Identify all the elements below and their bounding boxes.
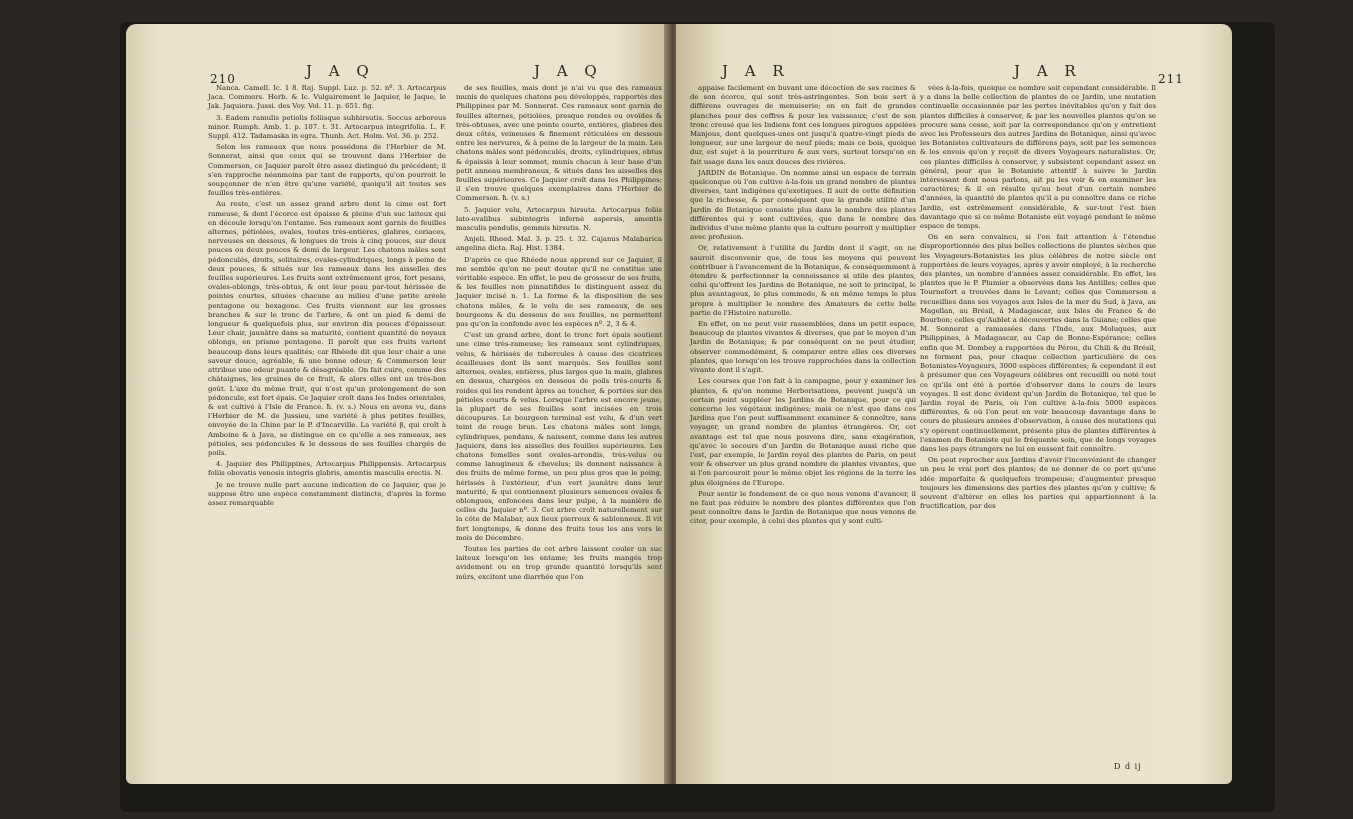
paragraph: Or, relativement à l'utilité du Jardin dont il s'agit, on ne sauroit disconvenir que, de tous les moyens qui peuvent contribuer à l'avancement de la Botanique, & conséquemment à étendre & perfectionner la connoissance si utile des plantes, celui qu'offrent les Jardins de Botanique, ne soit le principal, le plus avantageux, le plus commode, & en même temps le plus propre à multiplier le nombre des Amateurs de cette belle partie de l'Histoire naturelle. [690, 244, 916, 317]
paragraph: Les courses que l'on fait à la campagne, pour y examiner les plantes, & qu'on nomme Herborisations, peuvent jusqu'à un certain point suppléer les Jardins de Botanique, pour ce qui concerne les végétaux indigènes; mais ce n'est que dans ces Jardins que l'on peut suffisamment examiner & connoître, sans voyager, un grand nombre de plantes étrangères. Or, cet avantage est tel que nous pouvons dire, sans exagération, qu'avec le secours d'un Jardin de Botanique aussi riche que l'est, par exemple, le Jardin royal des plantes de Paris, on peut voir & observer un plus grand nombre de plantes vivantes, que si l'on parcouroit pour le même objet les régions de la terre les plus éloignées de l'Europe. [690, 377, 916, 487]
paragraph: Au reste, c'est un assez grand arbre dont la cime est fort rameuse, & dont l'écorce est épaisse & pleine d'un suc laiteux qui en découle lorsqu'on l'entame. Ses rameaux sont garnis de feuilles alternes, pétiolées, ovales, toutes très-entières, glabres, coriaces, nerveuses en dessous, & longues de trois à cinq pouces, sur deux pouces ou deux pouces & demi de largeur. Les chatons mâles sont pédonculés, droits, solitaires, ovales-cylindriques, longs à peine de deux pouces, & situés sur les rameaux dans les aisselles des feuilles supérieures. Les fruits sont extrêmement gros, fort pesans, ovales-oblongs, très-obtus, & ont leur peau par-tout hérissée de pointes courtes, situées chacune au milieu d'une petite aréole pentagone ou hexagone. Ces fruits viennent sur les grosses branches & sur le tronc de l'arbre, & ont un pied & demi de longueur & quelquefois plus, sur environ dix pouces d'épaisseur. Leur chair, jaunâtre dans sa maturité, contient quantité de noyaux oblongs, en prisme pentagone. Il paroît que ces fruits varient beaucoup dans leurs qualités; car Rhéede dit que leur chair a une saveur douce, agréable, & une bonne odeur; & Commerson leur attribue une odeur puante & désagréable. On fait cuire, comme des châtaignes, les graines de ce fruit, & alors elles ont un très-bon goût. L'axe du même fruit, qui n'est qu'un prolongement de son pédoncule, est fort épais. Ce Jaquier croît dans les Indes orientales, & est cultivé à l'Isle de France. ħ. (v. s.) Nous en avons vu, dans l'Herbier de M. de Jussieu, une variété à plus petites feuilles, envoyée de la Chine par le P. d'Incarville. La variété β, qui croît à Amboine & à Java, se distingue en ce qu'elle a ses rameaux, ses pétioles, ses pédoncules & le dessous de ses feuilles chargés de poils. [208, 200, 446, 457]
paragraph: Selon les rameaux que nous possédons de l'Herbier de M. Sonnerat, ainsi que ceux qui se trouvent dans l'Herbier de Commerson, ce Jaquier paroît être assez distingué du précédent; il s'en rapproche néanmoins par tant de rapports, qu'on pourroit le soupçonner de n'en être qu'une variété, quoiqu'il ait toutes ses feuilles très-entières. [208, 143, 446, 198]
paragraph: JARDIN de Botanique. On nomme ainsi un espace de terrain quelconque où l'on cultive à-la-fois un grand nombre de plantes diverses, tant indigènes qu'exotiques. Il suit de cette définition que la richesse, & par conséquent que la grande utilité d'un Jardin de Botanique consiste plus dans le nombre des plantes différentes qui y sont cultivées, que dans le nombre des individus d'une même plante que la culture pourroit y multiplier avec profusion. [690, 168, 916, 242]
left-page [126, 24, 670, 784]
paragraph: de ses feuilles, mais dont je n'ai vu que des rameaux munis de quelques chatons peu développés, rapportés des Philippines par M. Sonnerat. Ces rameaux sont garnis de feuilles alternes, pétiolées, presque rondes ou ovoïdes & très-obtuses, avec une pointe courte, entières, glabres des deux côtés, veineuses & finement réticulées en dessous entre les nervures, & à peine de la largeur de la main. Les chatons mâles sont pédonculés, droits, cylindriques, obtus & épaissis à leur sommet, munis chacun à leur base d'un petit anneau membraneux, & situés dans les aisselles des feuilles supérieures. Ce Jaquier croît dans les Philippines; il s'en trouve quelques exemplaires dans l'Herbier de Commerson. ħ. (v. s.) [456, 84, 662, 203]
paragraph: vées à-la-fois, quoique ce nombre soit cependant considérable. Il y a dans la belle collection de plantes de ce Jardin, une mutation continuelle occasionnée par les pertes inévitables qu'on y fait des plantes difficiles à conserver, & par les nouvelles plantes qu'on se procure sans cesse, soit par la correspondance qu'on y entretient avec les Professeurs des autres Jardins de Botanique, ainsi qu'avec les Botanistes cultivateurs de différens pays, soit par les semences & les envois qu'on y reçoit de divers Voyageurs naturalistes. Or, ces plantes difficiles à conserver, y subsistent cependant assez en général, pour que le Botaniste attentif à suivre le Jardin intéressant dont nous parlons, ait pu les voir & en examiner les caractères; & il en résulte qu'au bout d'un certain nombre d'années, la quantité de plantes qu'il a pu connoître dans ce riche Jardin, est extrêmement considérable, & sur-tout l'est bien davantage que si ce même Botaniste eût voyagé pendant le même espace de temps. [920, 84, 1156, 231]
page-number-right: 211 [1158, 72, 1184, 86]
paragraph: Toutes les parties de cet arbre laissent couler un suc laiteux lorsqu'on les entame; les fruits mangés trop avidement ou en trop grande quantité lorsqu'ils sont mûrs, excitent une diarrhée que l'on [456, 544, 662, 581]
paragraph: En effet, on ne peut voir rassemblées, dans un petit espace, beaucoup de plantes vivantes & diverses, que par le moyen d'un Jardin de Botanique; & par conséquent on ne peut étudier, observer commodément, & comparer entre elles ces diverses plantes, que lorsqu'on les trouve rapprochées dans la collection vivante dont il s'agit. [690, 320, 916, 375]
paragraph: Je ne trouve nulle part aucune indication de ce Jaquier, que je suppose être une espèce constamment distincte, d'après la forme assez remarquable [208, 480, 446, 507]
paragraph: Nanca. Camell. Ic. 1 8. Raj. Suppl. Luz. p. 52. nº. 3. Artocarpus Jaca. Commers. Herb. & Ic. Vulgairement le Jaquier, le Jaque, le Jak. Jaquiera. Jussi. des Voy. Vol. 11. p. 651. fig. [208, 84, 446, 111]
paragraph: 3. Eadem ramulis petiolis foliisque subhirsutis. Soccus arboreus minor. Rumph. Amb. 1. p. 107. t. 31. Artocarpus integrifolia. L. F. Suppl. 412. Tadamaska in egra. Thunb. Act. Holm. Vol. 36. p. 252. [208, 113, 446, 141]
running-head-left-1: J A Q [306, 62, 375, 80]
page-number-left: 210 [210, 72, 236, 86]
paragraph: Anjeli. Rheed. Mal. 3. p. 25. t. 32. Cajanus Malabarica angelina dicta. Raj. Hist. 1384. [456, 235, 662, 253]
left-page-column-2 [456, 84, 662, 584]
paragraph: 4. Jaquier des Philippines, Artocarpus Philippensis. Artocarpus foliis obovatis venosis integris glabris, amentis masculis erectis. N. [208, 460, 446, 478]
running-head-right-2: J A R [1014, 62, 1082, 80]
paragraph: On peut reprocher aux Jardins d'avoir l'inconvénient de changer un peu le vrai port des plantes; de ne donner de ce port qu'une idée imparfaite & quelquefois trompeuse; d'augmenter presque toujours les dimensions des parties des plantes qu'on y cultive; & souvent d'altérer en elles les parties qui appartiennent à la fructification, par des [920, 456, 1156, 511]
right-page [676, 24, 1232, 784]
running-head-right-1: J A R [722, 62, 790, 80]
right-page-column-1 [690, 84, 916, 529]
paragraph: On en sera convaincu, si l'on fait attention à l'étendue disproportionnée des plus belles collections de plantes sèches que les Voyageurs-Botanistes les plus célèbres de notre siècle ont rapportées de leurs voyages, après y avoir employé, à la recherche des plantes, un nombre d'années assez considérable. En effet, les plantes que le P. Plumier a observées dans les Antilles; celles que Tournefort a trouvées dans le Levant; celles que Commerson a recueillies dans ses voyages aux Isles de la mer du Sud, à Java, au Magellan, au Brésil, à Madagascar, aux Isles de France & de Bourbon; celles qu'Aublet a découvertes dans la Guiane; celles que M. Sonnerat a ramassées dans l'Inde, aux Moluques, aux Philippines, à Madagascar, au Cap de Bonne-Espérance; celles enfin que M. Dombey a rapportées du Pérou, du Chili & du Brésil, ne forment pas, pour chaque collection particulière de ces Botanistes-Voyageurs, 3000 espèces différentes; & cependant il est à présumer que ces Voyageurs célèbres ont recueilli ou noté tout ce qu'ils ont été à portée d'observer dans le cours de leurs voyages. Il est donc évident qu'un Jardin de Botanique, tel que le Jardin royal de Paris, où l'on cultive à-la-fois 5000 espèces différentes, & où l'on peut en voir beaucoup davantage dans le cours de plusieurs années d'observation, à cause des mutations qui s'y opèrent continuellement, présente plus de plantes différentes à l'examen du Botaniste qui le fréquente soin, que de longs voyages dans les pays étrangers ne lui en eussent fait connoître. [920, 233, 1156, 453]
left-page-column-1 [208, 84, 446, 510]
running-head-left-2: J A Q [534, 62, 603, 80]
paragraph: 5. Jaquier velu, Artocarpus hirsuta. Artocarpus foliis lato-ovalibus subintegris infernè aspersis, amentis masculis pendulis, gemmis hirsutis. N. [456, 205, 662, 233]
paragraph: appaise facilement en buvant une décoction de ses racines & de son écorce, qui sont très-astringentes. Son bois sert à différens ouvrages de menuiserie; on en fait de grandes planches pour des coffres & pour les vaisseaux; c'est de son tronc creusé que les Indiens font ces longues pirogues appelées Manjous, dont quelques-unes ont jusqu'à quatre-vingt pieds de longueur, sur une largeur de neuf pieds; mais ce bois, quoique dur, est sujet à la pourriture & aux vers, surtout lorsqu'on en fait usage dans les eaux douces des rivières. [690, 84, 916, 166]
paragraph: D'après ce que Rhéede nous apprend sur ce Jaquier, il me semble qu'on ne peut douter qu'il ne constitue une véritable espèce. En effet, le peu de grosseur de ses fruits, & les feuilles non pinnatifides le distinguent assez du Jaquier incisé n. 1. La forme & la disposition de ses chatons mâles, & le velu de ses rameaux, de ses bourgeons & du dessous de ses feuilles, ne permettent pas qu'on la confonde avec les espèces nº. 2, 3 & 4. [456, 255, 662, 329]
signature-mark: D d ij [1114, 762, 1142, 771]
paragraph: C'est un grand arbre, dont le tronc fort épais soutient une cime très-rameuse; les rameaux sont cylindriques, velus, & hérissés de tubercules à cause des cicatrices écailleuses dont ils sont marqués. Ses feuilles sont alternes, ovales, entières, plus larges que la main, glabres en dessus, chargées en dessous de poils très-courts & roides qui les rendent âpres au toucher, & portées sur des pétioles courts & velus. Lorsque l'arbre est encore jeune, la plupart de ses feuilles sont incisées en trois découpures. Le bourgeon terminal est velu, & d'un vert teint de rouge brun. Les chatons mâles sont longs, cylindriques, pendans, & naissent, comme dans les autres Jaquiers, dans les aisselles des feuilles supérieures. Les chatons femelles sont ovales-arrondis, très-velus ou comme lanugineux & chevelus; ils donnent naissance à des fruits de même forme, un peu plus gros que le poing, hérissés à l'extérieur, d'un vert jaunâtre dans leur maturité, & qui contiennent plusieurs semences ovales & oblongues, enfoncées dans leur pulpe, à la manière de celles du Jaquier nº. 3. Cet arbre croît naturellement sur la côte de Malabar, aux lieux pierreux & sablonneux. Il vit fort longtemps, & donne des fruits tous les ans vers le mois de Décembre. [456, 331, 662, 542]
paragraph: Pour sentir le fondement de ce que nous venons d'avancer, il ne faut pas réduire le nombre des plantes différentes que l'on peut connoître dans le Jardin de Botanique que nous venons de citer, pour exemple, à celui des plantes qui y sont culti- [690, 489, 916, 526]
right-page-column-2 [920, 84, 1156, 513]
